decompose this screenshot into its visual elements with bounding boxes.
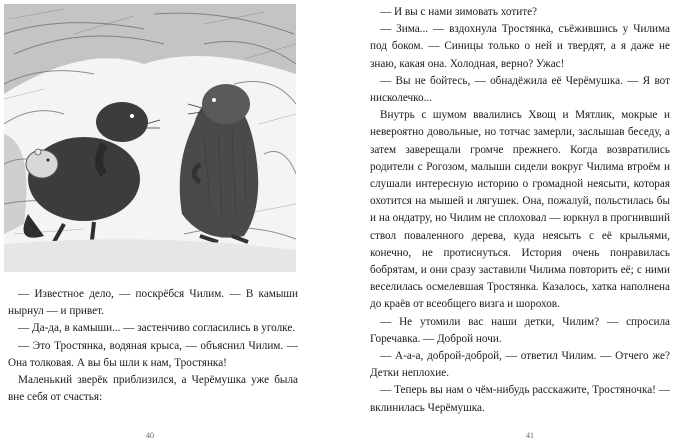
paragraph: — А-а-а, доброй-доброй, — ответил Чилим. — Отчего же? Детки неплохие. [370, 350, 670, 380]
right-page [344, 0, 688, 448]
page-number: 40 [146, 431, 154, 440]
paragraph: — Зима... — вздохнула Тростянка, съёжившись у Чилима под боком. — Синицы только о ней и твердят, а я даже не знаю, какая она. Холодная, верно? Ужас! [370, 23, 670, 70]
paragraph: — И вы с нами зимовать хотите? [380, 6, 538, 18]
paragraph: — Теперь вы нам о чём-нибудь расскажите, Тростяночка! — вклинилась Черёмушка. [370, 384, 670, 414]
paragraph: Внутрь с шумом ввалились Хвощ и Мятлик, мокрые и невероятно довольные, но тотчас замерли, заслышав беседу, а затем заверещали громче прежнего. Когда возвратились родители с Рогозом, малыши сидели вокруг Чилима втроём и слушали интересную историю о громадной неясыти, которая охотится на мышей и лягушек. Она, пожалуй, польстилась бы и на ондатру, но Чилим не сплоховал — юркнул в прогнивший ствол поваленного дерева, куда неясыть с её крыльями, конечно, не протиснуться. История очень понравилась бобрятам, и они сразу заставили Чилима повторить её; с ними веселилась осмелевшая Тростянка. Казалось, хатка наполнена до краёв от всеобщего визга и шорохов. [370, 109, 670, 311]
water-rat-figure [26, 149, 58, 178]
page-number: 41 [526, 431, 534, 440]
paragraph: — Да-да, в камыши... — застенчиво согласились в уголке. [18, 322, 296, 335]
paragraph: Маленький зверёк приблизился, а Черёмушка уже была вне себя от счастья: [8, 374, 298, 404]
paragraph: — Вы не бойтесь, — обнадёжила её Черёмушка. — Я вот нисколечко... [370, 74, 670, 105]
paragraph: — Это Тростянка, водяная крыса, — объяснил Чилим. — Она толковая. А вы бы шли к нам, Тростянка! [8, 339, 298, 369]
paragraph: — Не утомили вас наши детки, Чилим? — спросила Горечавка. — Доброй ночи. [370, 315, 670, 345]
illustration-beavers-in-lodge [4, 4, 296, 272]
left-page-text [8, 286, 298, 406]
paragraph: — Известное дело, — поскрёбся Чилим. — В камыши нырнул — и привет. [8, 288, 298, 318]
right-page-text [370, 4, 670, 417]
